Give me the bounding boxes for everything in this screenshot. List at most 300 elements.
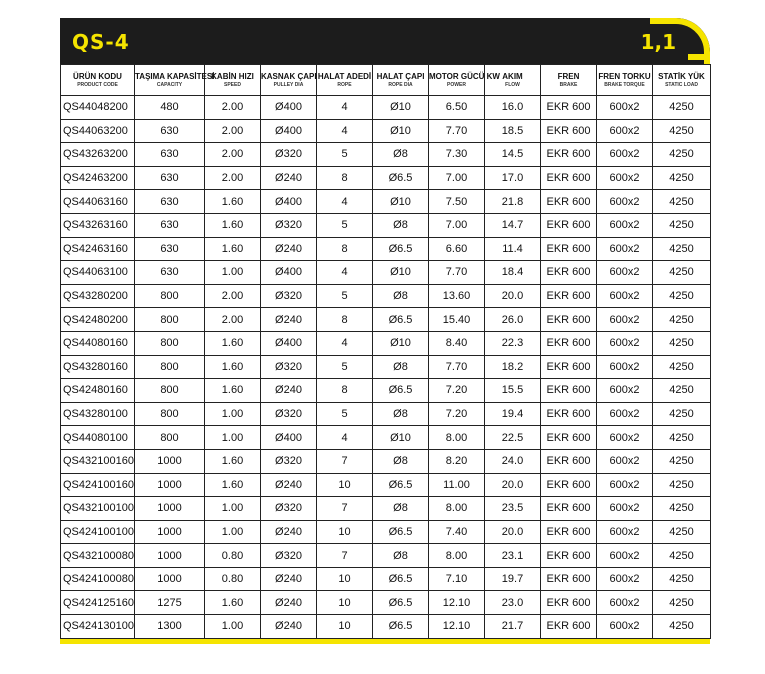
table-cell: 11.00 [429,473,485,497]
table-cell: 7.70 [429,119,485,143]
table-cell: EKR 600 [541,166,597,190]
table-cell: QS42463200 [61,166,135,190]
table-cell: 6.50 [429,96,485,120]
table-cell: 20.0 [485,284,541,308]
table-cell: QS43280100 [61,402,135,426]
table-cell: QS424100080 [61,567,135,591]
table-cell: 1000 [135,567,205,591]
table-cell: 630 [135,119,205,143]
table-cell: 630 [135,190,205,214]
table-cell: Ø400 [261,190,317,214]
table-cell: EKR 600 [541,261,597,285]
table-cell: 5 [317,284,373,308]
table-cell: 18.2 [485,355,541,379]
table-cell: 16.0 [485,96,541,120]
table-cell: Ø240 [261,308,317,332]
table-cell: Ø8 [373,355,429,379]
table-row [61,426,711,450]
table-cell: 600x2 [597,567,653,591]
table-cell: 600x2 [597,308,653,332]
table-cell: 12.10 [429,591,485,615]
table-cell: 23.5 [485,497,541,521]
table-cell: 8 [317,237,373,261]
table-cell: QS44063100 [61,261,135,285]
table-cell: EKR 600 [541,143,597,167]
table-cell: EKR 600 [541,473,597,497]
table-row [61,355,711,379]
table-cell: 5 [317,402,373,426]
table-cell: 20.0 [485,473,541,497]
table-row [61,237,711,261]
table-cell: Ø8 [373,544,429,568]
column-header [317,65,373,96]
table-cell: 13.60 [429,284,485,308]
table-row [61,449,711,473]
table-cell: EKR 600 [541,379,597,403]
table-cell: EKR 600 [541,520,597,544]
table-row [61,331,711,355]
table-row [61,119,711,143]
table-cell: QS432100160 [61,449,135,473]
table-cell: 0.80 [205,567,261,591]
table-cell: 7.40 [429,520,485,544]
table-cell: 600x2 [597,473,653,497]
table-cell: EKR 600 [541,615,597,639]
table-cell: Ø320 [261,355,317,379]
table-cell: 630 [135,261,205,285]
table-cell: 1.60 [205,591,261,615]
table-cell: Ø10 [373,119,429,143]
table-cell: 600x2 [597,402,653,426]
table-cell: 11.4 [485,237,541,261]
table-cell: Ø400 [261,96,317,120]
table-cell: 600x2 [597,190,653,214]
column-header [205,65,261,96]
table-row [61,379,711,403]
table-cell: Ø320 [261,143,317,167]
table-cell: 600x2 [597,615,653,639]
table-cell: EKR 600 [541,96,597,120]
table-cell: 8 [317,308,373,332]
table-cell: 8 [317,379,373,403]
table-cell: Ø6.5 [373,520,429,544]
table-cell: QS43263160 [61,213,135,237]
table-cell: 18.5 [485,119,541,143]
table-cell: 1.60 [205,379,261,403]
table-cell: 1.00 [205,426,261,450]
table-cell: 4250 [653,402,711,426]
table-cell: Ø400 [261,119,317,143]
table-cell: Ø320 [261,544,317,568]
table-cell: QS42480160 [61,379,135,403]
table-cell: 7 [317,544,373,568]
column-header-sublabel: SPEED [224,81,241,88]
table-cell: EKR 600 [541,355,597,379]
table-header-row [61,65,711,96]
table-cell: 10 [317,473,373,497]
table-row [61,308,711,332]
table-cell: 600x2 [597,119,653,143]
table-cell: 19.7 [485,567,541,591]
table-row [61,190,711,214]
table-cell: 21.7 [485,615,541,639]
table-cell: 17.0 [485,166,541,190]
table-cell: 4 [317,96,373,120]
table-cell: 4250 [653,190,711,214]
table-cell: QS44080160 [61,331,135,355]
table-cell: Ø240 [261,379,317,403]
column-header [541,65,597,96]
table-cell: 600x2 [597,426,653,450]
table-cell: 7.00 [429,213,485,237]
table-cell: Ø10 [373,96,429,120]
table-cell: 630 [135,166,205,190]
table-row [61,402,711,426]
table-cell: 4250 [653,567,711,591]
table-cell: 2.00 [205,96,261,120]
column-header-sublabel: ROPE [337,81,352,88]
table-cell: Ø10 [373,426,429,450]
column-header-label: TAŞIMA KAPASİTESİ [135,71,215,81]
table-cell: 1.60 [205,473,261,497]
table-cell: Ø400 [261,331,317,355]
table-cell: Ø6.5 [373,567,429,591]
table-cell: Ø240 [261,520,317,544]
table-cell: 20.0 [485,520,541,544]
table-row [61,591,711,615]
table-cell: 800 [135,402,205,426]
table-cell: 2.00 [205,119,261,143]
table-cell: 4 [317,426,373,450]
table-cell: 600x2 [597,96,653,120]
column-header [653,65,711,96]
table-cell: 7.10 [429,567,485,591]
table-cell: 1000 [135,520,205,544]
table-cell: Ø400 [261,261,317,285]
table-cell: 8.20 [429,449,485,473]
table-cell: Ø320 [261,402,317,426]
table-cell: QS424100160 [61,473,135,497]
table-cell: Ø6.5 [373,615,429,639]
table-cell: EKR 600 [541,544,597,568]
table-cell: QS44080100 [61,426,135,450]
table-cell: QS42463160 [61,237,135,261]
title-bar [60,18,710,64]
table-cell: Ø10 [373,190,429,214]
column-header-sublabel: BRAKE TORQUE [604,81,645,88]
table-cell: 4250 [653,213,711,237]
table-cell: 10 [317,520,373,544]
table-cell: 4250 [653,379,711,403]
table-cell: 480 [135,96,205,120]
table-cell: 4250 [653,284,711,308]
table-cell: 4250 [653,143,711,167]
table-cell: 4250 [653,544,711,568]
table-cell: 4 [317,119,373,143]
column-header-label: ÜRÜN KODU [73,71,122,81]
table-cell: 4250 [653,261,711,285]
table-cell: 1.00 [205,615,261,639]
table-cell: Ø400 [261,426,317,450]
table-cell: 1.00 [205,261,261,285]
table-cell: Ø320 [261,449,317,473]
table-cell: QS42480200 [61,308,135,332]
table-cell: 4250 [653,237,711,261]
table-cell: 10 [317,591,373,615]
table-cell: QS44048200 [61,96,135,120]
table-cell: Ø6.5 [373,237,429,261]
table-row [61,473,711,497]
table-cell: 600x2 [597,166,653,190]
table-cell: 1.60 [205,355,261,379]
table-cell: 6.60 [429,237,485,261]
table-cell: Ø8 [373,449,429,473]
table-cell: 4250 [653,119,711,143]
table-cell: 630 [135,237,205,261]
table-cell: Ø6.5 [373,379,429,403]
table-cell: Ø240 [261,166,317,190]
table-cell: 2.00 [205,308,261,332]
table-cell: 2.00 [205,143,261,167]
table-cell: 1275 [135,591,205,615]
table-cell: 4250 [653,166,711,190]
table-cell: EKR 600 [541,119,597,143]
table-cell: EKR 600 [541,591,597,615]
corner-accent-strip [688,54,710,60]
table-cell: 4250 [653,331,711,355]
column-header-label: HALAT ÇAPI [376,71,425,81]
column-header-sublabel: POWER [447,81,466,88]
column-header-sublabel: BRAKE [559,81,578,88]
column-header-sublabel: FLOW [505,81,520,88]
table-cell: 10 [317,567,373,591]
table-cell: 4250 [653,426,711,450]
table-cell: EKR 600 [541,426,597,450]
table-cell: 600x2 [597,520,653,544]
table-cell: 4250 [653,96,711,120]
table-cell: 22.3 [485,331,541,355]
column-header-sublabel: ROPE DIA [388,81,413,88]
table-row [61,96,711,120]
table-cell: EKR 600 [541,284,597,308]
table-cell: 7.50 [429,190,485,214]
table-row [61,143,711,167]
table-cell: 1.00 [205,520,261,544]
table-cell: Ø240 [261,473,317,497]
table-cell: Ø8 [373,402,429,426]
table-cell: 2.00 [205,166,261,190]
table-cell: QS432100100 [61,497,135,521]
column-header [373,65,429,96]
table-cell: EKR 600 [541,213,597,237]
table-cell: 14.5 [485,143,541,167]
table-cell: QS424100100 [61,520,135,544]
table-cell: Ø8 [373,284,429,308]
table-cell: EKR 600 [541,190,597,214]
table-cell: 12.10 [429,615,485,639]
table-cell: 4 [317,190,373,214]
table-cell: 1000 [135,544,205,568]
table-cell: EKR 600 [541,308,597,332]
table-cell: 7 [317,497,373,521]
table-cell: 4250 [653,497,711,521]
table-cell: Ø240 [261,567,317,591]
table-cell: 21.8 [485,190,541,214]
table-cell: Ø320 [261,284,317,308]
column-header-label: STATİK YÜK [658,71,705,81]
table-cell: Ø6.5 [373,308,429,332]
table-cell: QS43280200 [61,284,135,308]
table-cell: 1.60 [205,213,261,237]
table-cell: 800 [135,284,205,308]
table-cell: 4250 [653,308,711,332]
table-body [61,96,711,639]
table-row [61,166,711,190]
table-cell: 600x2 [597,497,653,521]
table-cell: QS424125160 [61,591,135,615]
table-cell: EKR 600 [541,497,597,521]
table-cell: 0.80 [205,544,261,568]
table-row [61,567,711,591]
column-header-label: KASNAK ÇAPI [261,71,317,81]
table-cell: 600x2 [597,213,653,237]
table-cell: EKR 600 [541,402,597,426]
table-cell: Ø10 [373,331,429,355]
column-header-sublabel: PULLEY DIA [273,81,304,88]
column-header-sublabel: STATIC LOAD [665,81,698,88]
column-header-label: HALAT ADEDİ [317,71,372,81]
table-cell: 4 [317,331,373,355]
table-cell: 8.00 [429,426,485,450]
model-title: QS-4 [72,30,130,54]
table-cell: 18.4 [485,261,541,285]
table-cell: Ø240 [261,615,317,639]
table-cell: 4 [317,261,373,285]
column-header-label: AKIM [502,71,523,81]
table-cell: 7.20 [429,402,485,426]
table-cell: 4250 [653,591,711,615]
column-header [597,65,653,96]
table-cell: 8.00 [429,497,485,521]
table-cell: 8 [317,166,373,190]
table-cell: 7.70 [429,261,485,285]
table-cell: 15.40 [429,308,485,332]
table-cell: 800 [135,379,205,403]
table-cell: 2.00 [205,284,261,308]
table-cell: 8.40 [429,331,485,355]
table-cell: 600x2 [597,379,653,403]
table-cell: 1.60 [205,331,261,355]
table-row [61,261,711,285]
table-cell: QS43280160 [61,355,135,379]
table-cell: 800 [135,426,205,450]
table-cell: QS44063160 [61,190,135,214]
table-cell: 1000 [135,449,205,473]
table-cell: EKR 600 [541,237,597,261]
table-cell: 1.00 [205,402,261,426]
table-row [61,497,711,521]
table-cell: Ø6.5 [373,473,429,497]
column-header-label: FREN [557,71,580,81]
table-cell: 600x2 [597,143,653,167]
table-cell: 7.30 [429,143,485,167]
table-row [61,520,711,544]
column-header [261,65,317,96]
table-cell: EKR 600 [541,567,597,591]
table-cell: 1000 [135,473,205,497]
table-cell: 23.0 [485,591,541,615]
table-cell: 7.20 [429,379,485,403]
table-cell: Ø10 [373,261,429,285]
table-cell: 1000 [135,497,205,521]
table-cell: QS43263200 [61,143,135,167]
column-header [61,65,135,96]
table-cell: 600x2 [597,544,653,568]
table-cell: 4250 [653,615,711,639]
table-cell: 1300 [135,615,205,639]
table-cell: 10 [317,615,373,639]
table-cell: 4250 [653,449,711,473]
table-row [61,213,711,237]
table-cell: 14.7 [485,213,541,237]
table-cell: Ø320 [261,213,317,237]
column-header-label: KABİN HIZI [211,71,254,81]
table-cell: 19.4 [485,402,541,426]
table-cell: 24.0 [485,449,541,473]
table-cell: 7.70 [429,355,485,379]
table-cell: 630 [135,143,205,167]
table-cell: EKR 600 [541,449,597,473]
table-cell: 15.5 [485,379,541,403]
spec-sheet [60,18,710,644]
table-cell: 600x2 [597,237,653,261]
ratio-label: 1,1 [640,30,676,54]
column-header-label: MOTOR GÜCÜ KW [429,71,500,81]
table-cell: Ø6.5 [373,591,429,615]
table-row [61,544,711,568]
table-cell: 7 [317,449,373,473]
table-row [61,615,711,639]
table-cell: 600x2 [597,355,653,379]
table-cell: 4250 [653,355,711,379]
table-cell: 630 [135,213,205,237]
column-header-sublabel: PRODUCT CODE [77,81,118,88]
table-cell: 4250 [653,473,711,497]
table-cell: 800 [135,331,205,355]
table-cell: 23.1 [485,544,541,568]
table-cell: Ø240 [261,591,317,615]
table-cell: 600x2 [597,284,653,308]
table-cell: QS432100080 [61,544,135,568]
table-cell: Ø6.5 [373,166,429,190]
column-header-label: FREN TORKU [598,71,651,81]
table-cell: 5 [317,213,373,237]
column-header-sublabel: CAPACITY [156,81,183,88]
table-row [61,284,711,308]
table-cell: Ø320 [261,497,317,521]
bottom-accent-bar [60,639,710,644]
table-cell: 5 [317,355,373,379]
table-cell: 600x2 [597,591,653,615]
table-cell: Ø8 [373,213,429,237]
table-cell: 1.60 [205,190,261,214]
table-cell: 8.00 [429,544,485,568]
table-cell: Ø240 [261,237,317,261]
table-cell: QS44063200 [61,119,135,143]
table-cell: 1.60 [205,237,261,261]
table-cell: 600x2 [597,331,653,355]
spec-table [60,64,711,639]
